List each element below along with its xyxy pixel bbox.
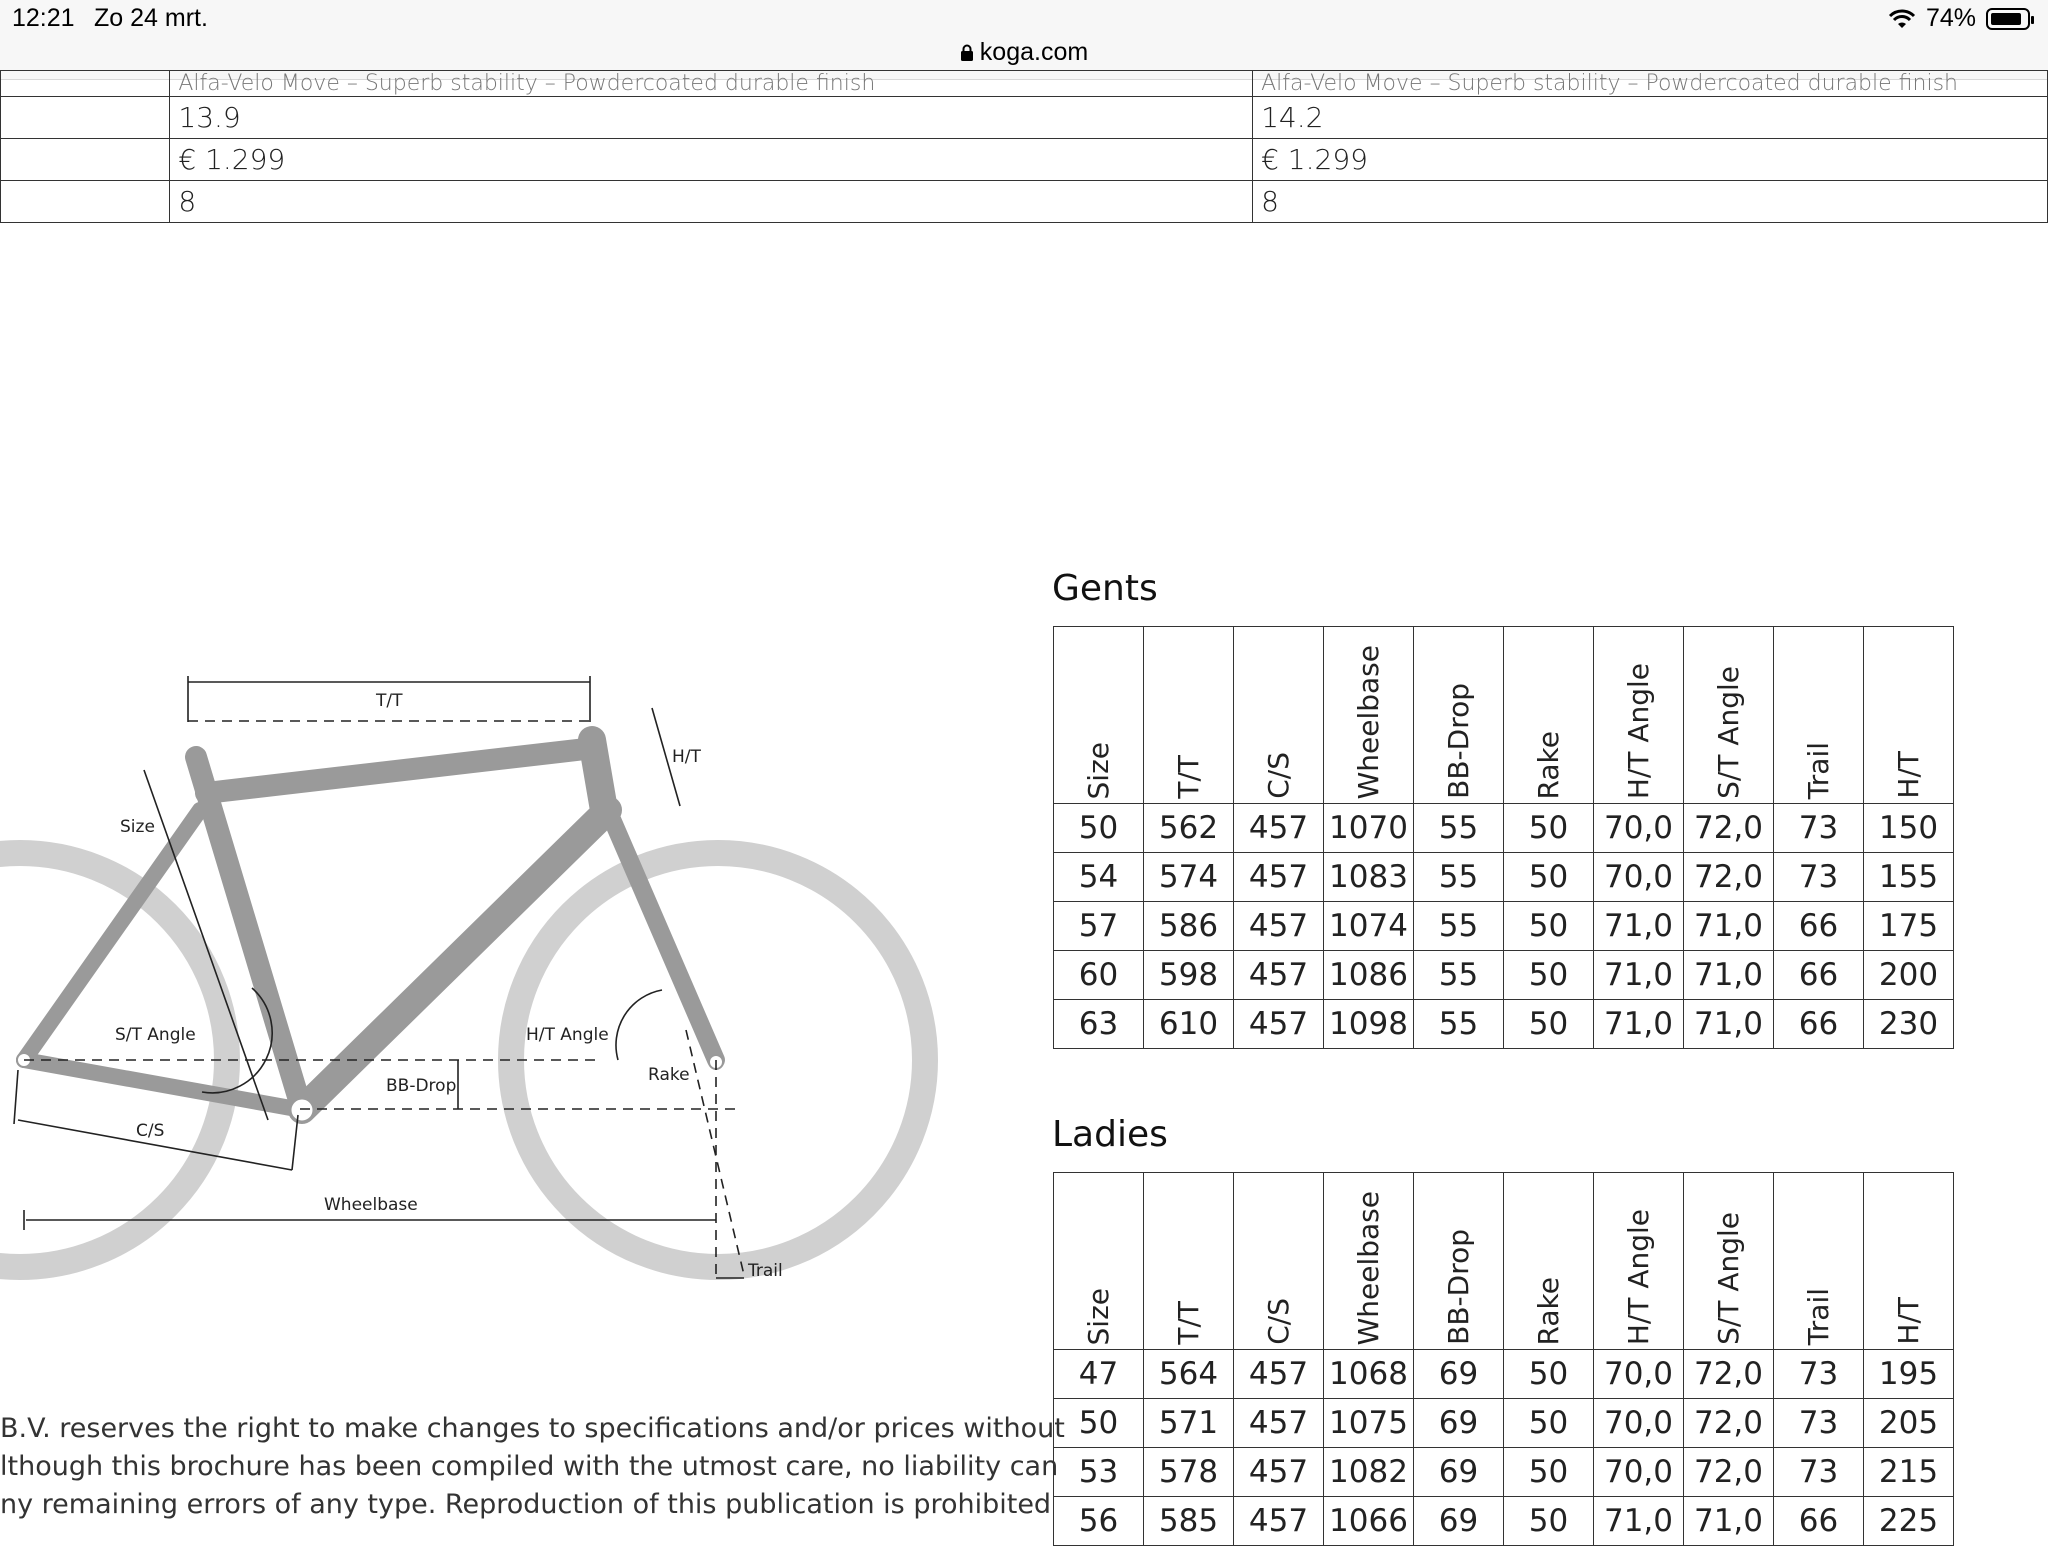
- diagram-label-bb-drop: BB-Drop: [386, 1076, 457, 1096]
- table-cell: 72,0: [1684, 853, 1774, 902]
- diagram-label-ht: H/T: [672, 747, 701, 767]
- table-cell: 50: [1504, 853, 1594, 902]
- table-cell: 1098: [1324, 1000, 1414, 1049]
- table-cell: 1066: [1324, 1497, 1414, 1546]
- table-cell: 578: [1144, 1448, 1234, 1497]
- table-cell: 50: [1504, 951, 1594, 1000]
- column-header: Wheelbase: [1324, 1173, 1414, 1350]
- table-cell: 73: [1774, 1350, 1864, 1399]
- table-cell: 175: [1864, 902, 1954, 951]
- table-cell: 562: [1144, 804, 1234, 853]
- table-cell: 71,0: [1684, 1000, 1774, 1049]
- column-header: H/T Angle: [1594, 1173, 1684, 1350]
- diagram-label-size: Size: [120, 817, 155, 837]
- spec-cell: Alfa-Velo Move – Superb stability – Powdercoated durable finish: [170, 71, 1253, 97]
- table-cell: 457: [1234, 804, 1324, 853]
- table-cell: 71,0: [1594, 1000, 1684, 1049]
- ladies-heading: Ladies: [1052, 1114, 1168, 1155]
- battery-icon: [1986, 8, 2030, 30]
- spec-cell: Alfa-Velo Move – Superb stability – Powdercoated durable finish: [1253, 71, 2048, 97]
- column-header: C/S: [1234, 1173, 1324, 1350]
- table-cell: 70,0: [1594, 1448, 1684, 1497]
- table-cell: 50: [1054, 1399, 1144, 1448]
- column-header: Wheelbase: [1324, 627, 1414, 804]
- diagram-label-tt: T/T: [376, 691, 403, 711]
- table-header-row: [1054, 627, 1954, 804]
- table-cell: 71,0: [1594, 1497, 1684, 1546]
- table-cell: 70,0: [1594, 1399, 1684, 1448]
- table-cell: 1068: [1324, 1350, 1414, 1399]
- table-row: [1054, 1000, 1954, 1049]
- column-header: Trail: [1774, 1173, 1864, 1350]
- table-cell: 585: [1144, 1497, 1234, 1546]
- table-cell: 55: [1414, 951, 1504, 1000]
- table-cell: 66: [1774, 1000, 1864, 1049]
- column-header: H/T: [1864, 1173, 1954, 1350]
- status-date: Zo 24 mrt.: [94, 4, 208, 32]
- diagram-label-wheelbase: Wheelbase: [324, 1195, 418, 1215]
- table-cell: 205: [1864, 1399, 1954, 1448]
- table-cell: 71,0: [1594, 902, 1684, 951]
- table-cell: 457: [1234, 951, 1324, 1000]
- table-cell: 1083: [1324, 853, 1414, 902]
- column-header: C/S: [1234, 627, 1324, 804]
- table-cell: 586: [1144, 902, 1234, 951]
- column-header: BB-Drop: [1414, 1173, 1504, 1350]
- table-cell: 50: [1504, 1399, 1594, 1448]
- table-row: [1054, 1350, 1954, 1399]
- table-cell: 457: [1234, 1350, 1324, 1399]
- table-cell: 55: [1414, 804, 1504, 853]
- column-header: Trail: [1774, 627, 1864, 804]
- table-row: [1054, 951, 1954, 1000]
- table-cell: 457: [1234, 1000, 1324, 1049]
- table-cell: 1075: [1324, 1399, 1414, 1448]
- table-cell: 60: [1054, 951, 1144, 1000]
- disclaimer-text: [0, 1410, 1065, 1524]
- table-cell: 69: [1414, 1448, 1504, 1497]
- table-cell: 215: [1864, 1448, 1954, 1497]
- url-text: koga.com: [979, 38, 1089, 66]
- spec-label-cell: [1, 71, 170, 97]
- table-cell: 71,0: [1684, 1497, 1774, 1546]
- table-cell: 73: [1774, 853, 1864, 902]
- diagram-label-trail: Trail: [748, 1261, 783, 1281]
- table-cell: 70,0: [1594, 1350, 1684, 1399]
- table-cell: 225: [1864, 1497, 1954, 1546]
- spec-row: [1, 181, 2048, 223]
- table-cell: 230: [1864, 1000, 1954, 1049]
- table-cell: 50: [1504, 1497, 1594, 1546]
- spec-label-cell: [1, 97, 170, 139]
- table-cell: 1070: [1324, 804, 1414, 853]
- disclaimer-line: lthough this brochure has been compiled with the utmost care, no liability can: [0, 1451, 1059, 1482]
- table-cell: 457: [1234, 853, 1324, 902]
- column-header: BB-Drop: [1414, 627, 1504, 804]
- table-cell: 150: [1864, 804, 1954, 853]
- column-header: T/T: [1144, 627, 1234, 804]
- table-cell: 200: [1864, 951, 1954, 1000]
- table-cell: 69: [1414, 1399, 1504, 1448]
- table-cell: 598: [1144, 951, 1234, 1000]
- column-header: H/T: [1864, 627, 1954, 804]
- table-cell: 71,0: [1594, 951, 1684, 1000]
- table-cell: 72,0: [1684, 1448, 1774, 1497]
- spec-table: [0, 70, 2048, 223]
- wifi-icon: [1888, 8, 1916, 30]
- spec-cell: 14.2: [1253, 97, 2048, 139]
- spec-label-cell: [1, 181, 170, 223]
- spec-cell: 13.9: [170, 97, 1253, 139]
- table-cell: 50: [1504, 804, 1594, 853]
- table-cell: 50: [1504, 1448, 1594, 1497]
- battery-percent: 74%: [1925, 4, 1976, 32]
- table-cell: 610: [1144, 1000, 1234, 1049]
- table-header-row: [1054, 1173, 1954, 1350]
- bike-frame: [24, 740, 716, 1110]
- column-header: T/T: [1144, 1173, 1234, 1350]
- column-header: S/T Angle: [1684, 1173, 1774, 1350]
- table-cell: 55: [1414, 1000, 1504, 1049]
- diagram-label-st-angle: S/T Angle: [115, 1025, 196, 1045]
- spec-label-cell: [1, 139, 170, 181]
- table-cell: 457: [1234, 1448, 1324, 1497]
- spec-cell: € 1.299: [170, 139, 1253, 181]
- table-cell: 66: [1774, 902, 1864, 951]
- diagram-label-rake: Rake: [648, 1065, 690, 1085]
- ladies-geometry-table: [1053, 1172, 1954, 1546]
- table-cell: 71,0: [1684, 951, 1774, 1000]
- spec-row: [1, 97, 2048, 139]
- table-cell: 63: [1054, 1000, 1144, 1049]
- table-cell: 457: [1234, 1497, 1324, 1546]
- table-cell: 66: [1774, 951, 1864, 1000]
- table-cell: 457: [1234, 902, 1324, 951]
- table-cell: 71,0: [1684, 902, 1774, 951]
- column-header: H/T Angle: [1594, 627, 1684, 804]
- table-cell: 50: [1504, 1000, 1594, 1049]
- table-cell: 1082: [1324, 1448, 1414, 1497]
- table-cell: 50: [1504, 902, 1594, 951]
- spec-row: [1, 139, 2048, 181]
- column-header: Size: [1054, 627, 1144, 804]
- table-cell: 57: [1054, 902, 1144, 951]
- gents-geometry-table: [1053, 626, 1954, 1049]
- table-cell: 73: [1774, 804, 1864, 853]
- spec-row-cut: [1, 71, 2048, 97]
- table-cell: 73: [1774, 1448, 1864, 1497]
- table-cell: 72,0: [1684, 1399, 1774, 1448]
- geometry-diagram: [0, 650, 960, 1310]
- table-cell: 56: [1054, 1497, 1144, 1546]
- column-header: Rake: [1504, 627, 1594, 804]
- gents-heading: Gents: [1052, 568, 1158, 609]
- table-cell: 66: [1774, 1497, 1864, 1546]
- status-time: 12:21: [12, 4, 75, 32]
- disclaimer-line: B.V. reserves the right to make changes to specifications and/or prices without: [0, 1413, 1065, 1444]
- table-row: [1054, 1399, 1954, 1448]
- spec-cell: 8: [170, 181, 1253, 223]
- column-header: S/T Angle: [1684, 627, 1774, 804]
- status-indicators: [1888, 4, 2030, 33]
- table-row: [1054, 1448, 1954, 1497]
- status-bar: [0, 0, 2048, 80]
- table-cell: 54: [1054, 853, 1144, 902]
- table-cell: 457: [1234, 1399, 1324, 1448]
- table-cell: 55: [1414, 902, 1504, 951]
- table-cell: 70,0: [1594, 853, 1684, 902]
- table-cell: 69: [1414, 1350, 1504, 1399]
- table-cell: 155: [1864, 853, 1954, 902]
- column-header: Size: [1054, 1173, 1144, 1350]
- disclaimer-line: ny remaining errors of any type. Reproduction of this publication is prohibited: [0, 1489, 1052, 1520]
- table-cell: 50: [1504, 1350, 1594, 1399]
- lock-icon: [960, 44, 974, 62]
- address-bar[interactable]: [0, 38, 2048, 67]
- table-cell: 72,0: [1684, 1350, 1774, 1399]
- table-cell: 571: [1144, 1399, 1234, 1448]
- diagram-label-cs: C/S: [136, 1121, 165, 1141]
- diagram-label-ht-angle: H/T Angle: [526, 1025, 609, 1045]
- table-cell: 73: [1774, 1399, 1864, 1448]
- spec-cell: € 1.299: [1253, 139, 2048, 181]
- table-cell: 53: [1054, 1448, 1144, 1497]
- table-cell: 72,0: [1684, 804, 1774, 853]
- table-cell: 47: [1054, 1350, 1144, 1399]
- spec-cell: 8: [1253, 181, 2048, 223]
- table-cell: 1074: [1324, 902, 1414, 951]
- table-cell: 69: [1414, 1497, 1504, 1546]
- table-cell: 1086: [1324, 951, 1414, 1000]
- column-header: Rake: [1504, 1173, 1594, 1350]
- table-cell: 564: [1144, 1350, 1234, 1399]
- table-row: [1054, 804, 1954, 853]
- table-row: [1054, 853, 1954, 902]
- table-row: [1054, 1497, 1954, 1546]
- table-row: [1054, 902, 1954, 951]
- table-cell: 574: [1144, 853, 1234, 902]
- table-cell: 195: [1864, 1350, 1954, 1399]
- table-cell: 70,0: [1594, 804, 1684, 853]
- table-cell: 50: [1054, 804, 1144, 853]
- table-cell: 55: [1414, 853, 1504, 902]
